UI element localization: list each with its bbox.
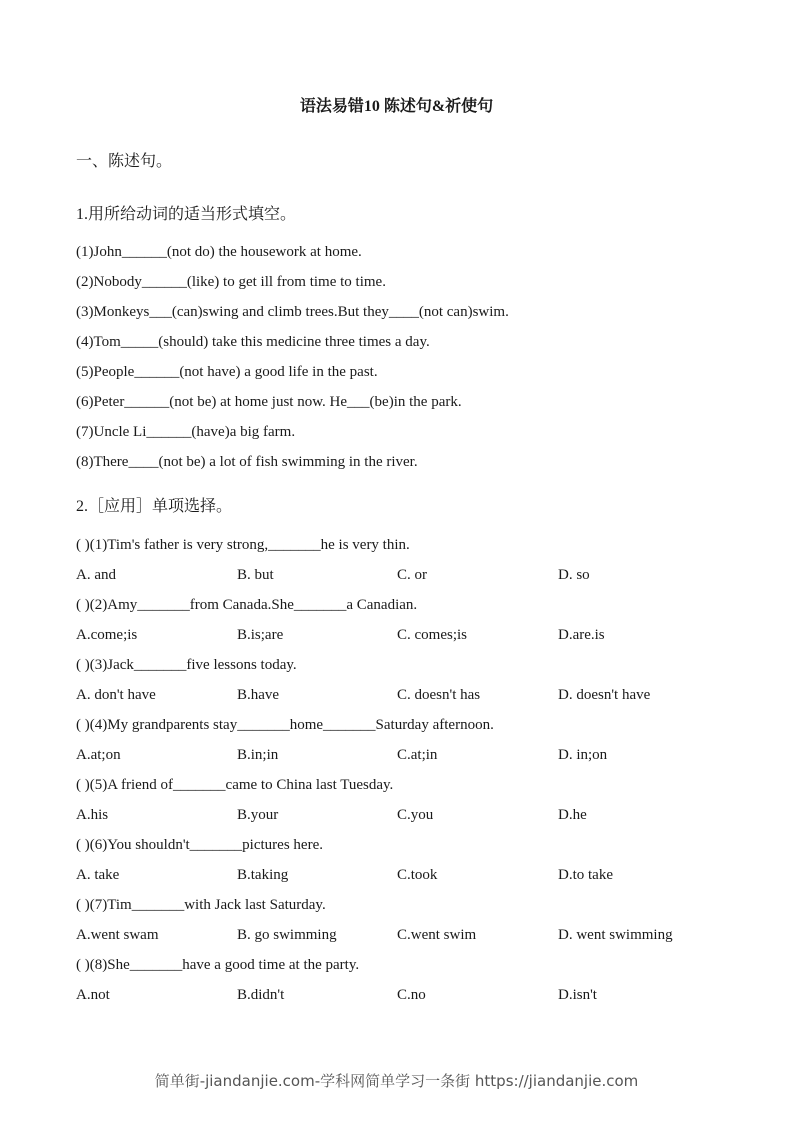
option-row <box>76 624 605 654</box>
option-row <box>76 804 587 834</box>
question-stem: ( )(6)You shouldn't_______pictures here. <box>76 837 323 853</box>
option-a: A.at;on <box>76 747 121 763</box>
option-a: A. take <box>76 867 120 883</box>
page-footer: 简单街-jiandanjie.com-学科网简单学习一条街 https://jiandanjie.com <box>154 1072 639 1090</box>
option-row <box>76 684 651 714</box>
option-row <box>76 564 590 594</box>
option-row <box>76 984 597 1014</box>
question-stem: ( )(4)My grandparents stay_______home_______Saturday afternoon. <box>76 717 494 733</box>
option-c: C.you <box>397 807 434 823</box>
option-b: B.have <box>237 687 280 703</box>
option-a: A.come;is <box>76 627 138 643</box>
page-title: 语法易错10 陈述句&祈使句 <box>299 98 494 115</box>
question-stem: ( )(2)Amy_______from Canada.She_______a Canadian. <box>76 597 418 613</box>
option-d: D.are.is <box>558 627 605 643</box>
option-row <box>76 864 613 894</box>
question-stem: ( )(8)She_______have a good time at the party. <box>76 957 360 973</box>
option-c: C.at;in <box>397 747 438 763</box>
option-c: C.no <box>397 987 426 1003</box>
multiple-choice-list <box>76 534 673 1014</box>
option-b: B.didn't <box>237 987 285 1003</box>
option-b: B.your <box>237 807 279 823</box>
section-heading-statements: 一、陈述句。 <box>76 153 173 170</box>
question-stem: ( )(5)A friend of_______came to China last Tuesday. <box>76 777 394 793</box>
option-d: D. so <box>558 567 590 583</box>
option-d: D.isn't <box>558 987 597 1003</box>
option-b: B. but <box>237 567 274 583</box>
fill-blank-item: (3)Monkeys___(can)swing and climb trees.But they____(not can)swim. <box>76 304 509 320</box>
option-d: D.he <box>558 807 587 823</box>
fill-blank-item: (4)Tom_____(should) take this medicine three times a day. <box>76 334 430 350</box>
fill-blank-item: (7)Uncle Li______(have)a big farm. <box>76 424 296 440</box>
option-b: B.taking <box>237 867 289 883</box>
option-a: A. and <box>76 567 116 583</box>
question-stem: ( )(3)Jack_______five lessons today. <box>76 657 297 673</box>
option-b: B. go swimming <box>237 927 337 943</box>
option-c: C. doesn't has <box>397 687 481 703</box>
fill-blank-item: (1)John______(not do) the housework at home. <box>76 244 362 260</box>
fill-blank-item: (6)Peter______(not be) at home just now. He___(be)in the park. <box>76 394 462 410</box>
fill-blank-instructions: 1.用所给动词的适当形式填空。 <box>76 206 297 223</box>
option-c: C. or <box>397 567 427 583</box>
option-d: D. in;on <box>558 747 608 763</box>
fill-blank-item: (2)Nobody______(like) to get ill from time to time. <box>76 274 386 290</box>
option-c: C. comes;is <box>397 627 467 643</box>
fill-blank-item: (5)People______(not have) a good life in the past. <box>76 364 378 380</box>
option-b: B.is;are <box>237 627 284 643</box>
option-a: A.not <box>76 987 110 1003</box>
question-stem: ( )(7)Tim_______with Jack last Saturday. <box>76 897 326 913</box>
multiple-choice-instructions: 2.［应用］单项选择。 <box>76 498 233 515</box>
fill-blank-list <box>76 241 509 481</box>
option-a: A.went swam <box>76 927 159 943</box>
question-stem: ( )(1)Tim's father is very strong,_______he is very thin. <box>76 537 410 553</box>
option-row <box>76 924 673 954</box>
option-a: A.his <box>76 807 109 823</box>
option-d: D. went swimming <box>558 927 673 943</box>
option-b: B.in;in <box>237 747 279 763</box>
option-d: D.to take <box>558 867 613 883</box>
option-c: C.went swim <box>397 927 477 943</box>
option-a: A. don't have <box>76 687 156 703</box>
option-row <box>76 744 608 774</box>
option-d: D. doesn't have <box>558 687 651 703</box>
fill-blank-item: (8)There____(not be) a lot of fish swimming in the river. <box>76 454 418 470</box>
option-c: C.took <box>397 867 438 883</box>
